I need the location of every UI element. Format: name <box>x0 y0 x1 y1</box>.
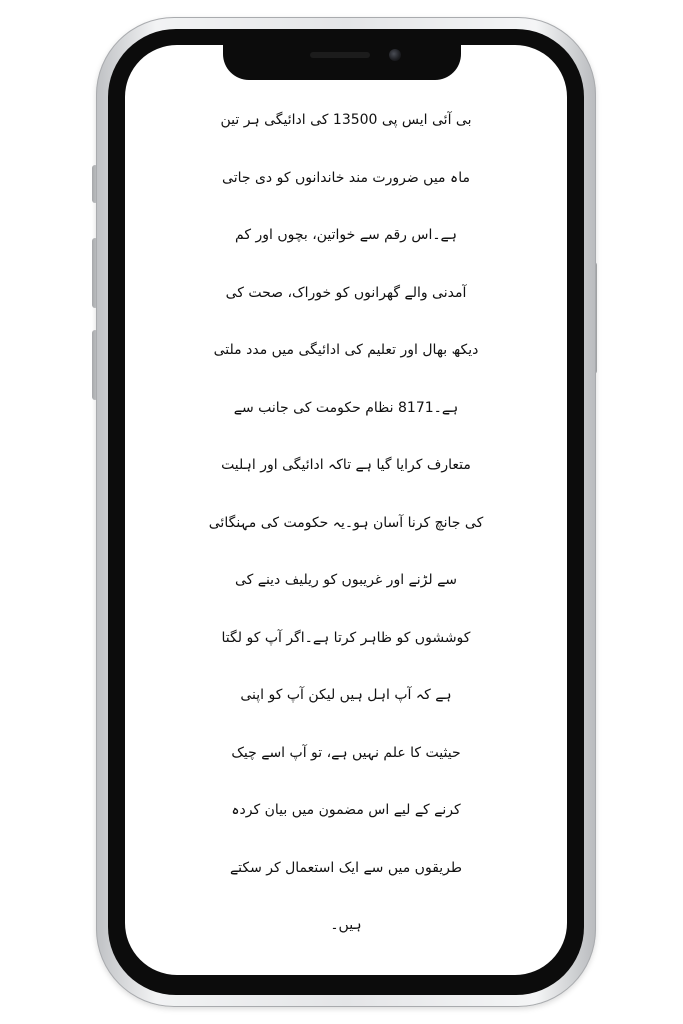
article-line: طریقوں میں سے ایک استعمال کر سکتے <box>229 859 463 876</box>
article-line: کرنے کے لیے اس مضمون میں بیان کردہ <box>231 802 461 818</box>
article-line: کوششوں کو ظاہر کرتا ہے۔اگر آپ کو لگتا <box>221 629 471 646</box>
article-line: کی جانچ کرنا آسان ہو۔یہ حکومت کی مہنگائی <box>208 514 484 531</box>
article-line: حیثیت کا علم نہیں ہے، تو آپ اسے چیک <box>231 744 461 761</box>
notch <box>223 40 461 80</box>
article-line: سے لڑنے اور غریبوں کو ریلیف دینے کی <box>234 572 458 588</box>
article-text <box>128 92 564 955</box>
article-line: متعارف کرایا گیا ہے تاکہ ادائیگی اور اہلیت <box>221 457 471 473</box>
article-line: بی آئی ایس پی 13500 کی ادائیگی ہر تین <box>220 112 472 128</box>
article-line: ہیں۔ <box>330 917 362 933</box>
front-camera-icon <box>389 49 401 61</box>
article-line: ہے۔اس رقم سے خواتین، بچوں اور کم <box>235 227 457 243</box>
article-line: آمدنی والے گھرانوں کو خوراک، صحت کی <box>225 284 467 301</box>
article-line: دیکھ بھال اور تعلیم کی ادائیگی میں مدد ملتی <box>213 342 479 358</box>
earpiece-speaker <box>310 52 370 58</box>
article-line: ہے۔8171 نظام حکومت کی جانب سے <box>233 399 459 416</box>
article-line: ہے کہ آپ اہل ہیں لیکن آپ کو اپنی <box>240 687 452 703</box>
article-line: ماہ میں ضرورت مند خاندانوں کو دی جاتی <box>222 169 470 186</box>
